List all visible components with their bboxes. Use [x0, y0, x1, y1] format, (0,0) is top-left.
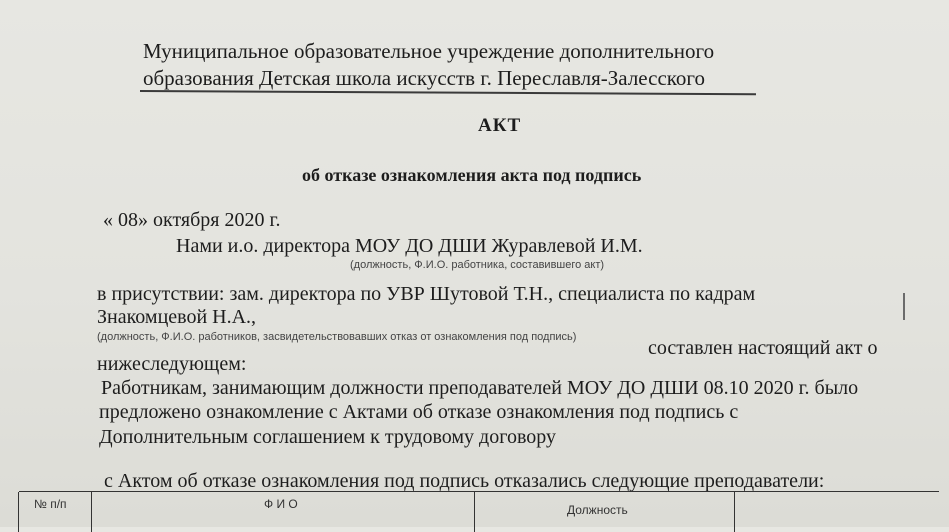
- column-header-name: Ф И О: [264, 497, 298, 511]
- act-compiled-text: составлен настоящий акт о: [648, 337, 878, 359]
- body-line-3: предложено ознакомление с Актами об отказе ознакомления под подпись с: [99, 401, 739, 423]
- compiled-by-caption: (должность, Ф.И.О. работника, составившего акт): [350, 259, 605, 271]
- header-line-2: образования Детская школа искусств г. Переславля-Залесского: [143, 66, 706, 90]
- teachers-table: [19, 491, 939, 532]
- header-line-1: Муниципальное образовательное учреждение дополнительного: [143, 39, 715, 63]
- column-header-position: Должность: [567, 503, 628, 517]
- table-border-col4: [734, 492, 735, 532]
- witnesses-line-cont: Знакомцевой Н.А.,: [97, 306, 257, 328]
- document-subtitle: об отказе ознакомления акта под подпись: [302, 165, 642, 185]
- refusal-statement: с Актом об отказе ознакомления под подпись отказались следующие преподаватели:: [104, 470, 825, 492]
- institution-header: [143, 38, 714, 92]
- column-header-number: № п/п: [34, 497, 67, 511]
- document-date: « 08» октября 2020 г.: [103, 209, 281, 231]
- pen-mark: [903, 293, 905, 320]
- compiled-by-line: Нами и.о. директора МОУ ДО ДШИ Журавлевой И.М.: [176, 235, 643, 257]
- body-line-2: Работникам, занимающим должности преподавателей МОУ ДО ДШИ 08.10 2020 г. было: [101, 377, 859, 399]
- witnesses-line: в присутствии: зам. директора по УВР Шутовой Т.Н., специалиста по кадрам: [97, 283, 756, 305]
- body-line-1: нижеследующем:: [97, 353, 247, 375]
- witnesses-caption: (должность, Ф.И.О. работников, засвидетельствовавших отказ от ознакомления под подпись): [97, 331, 577, 343]
- table-border-left: [18, 492, 19, 532]
- body-line-4: Дополнительным соглашением к трудовому договору: [99, 426, 556, 448]
- document-title: АКТ: [478, 115, 522, 136]
- table-border-col3: [474, 492, 475, 532]
- table-border-col2: [91, 492, 92, 532]
